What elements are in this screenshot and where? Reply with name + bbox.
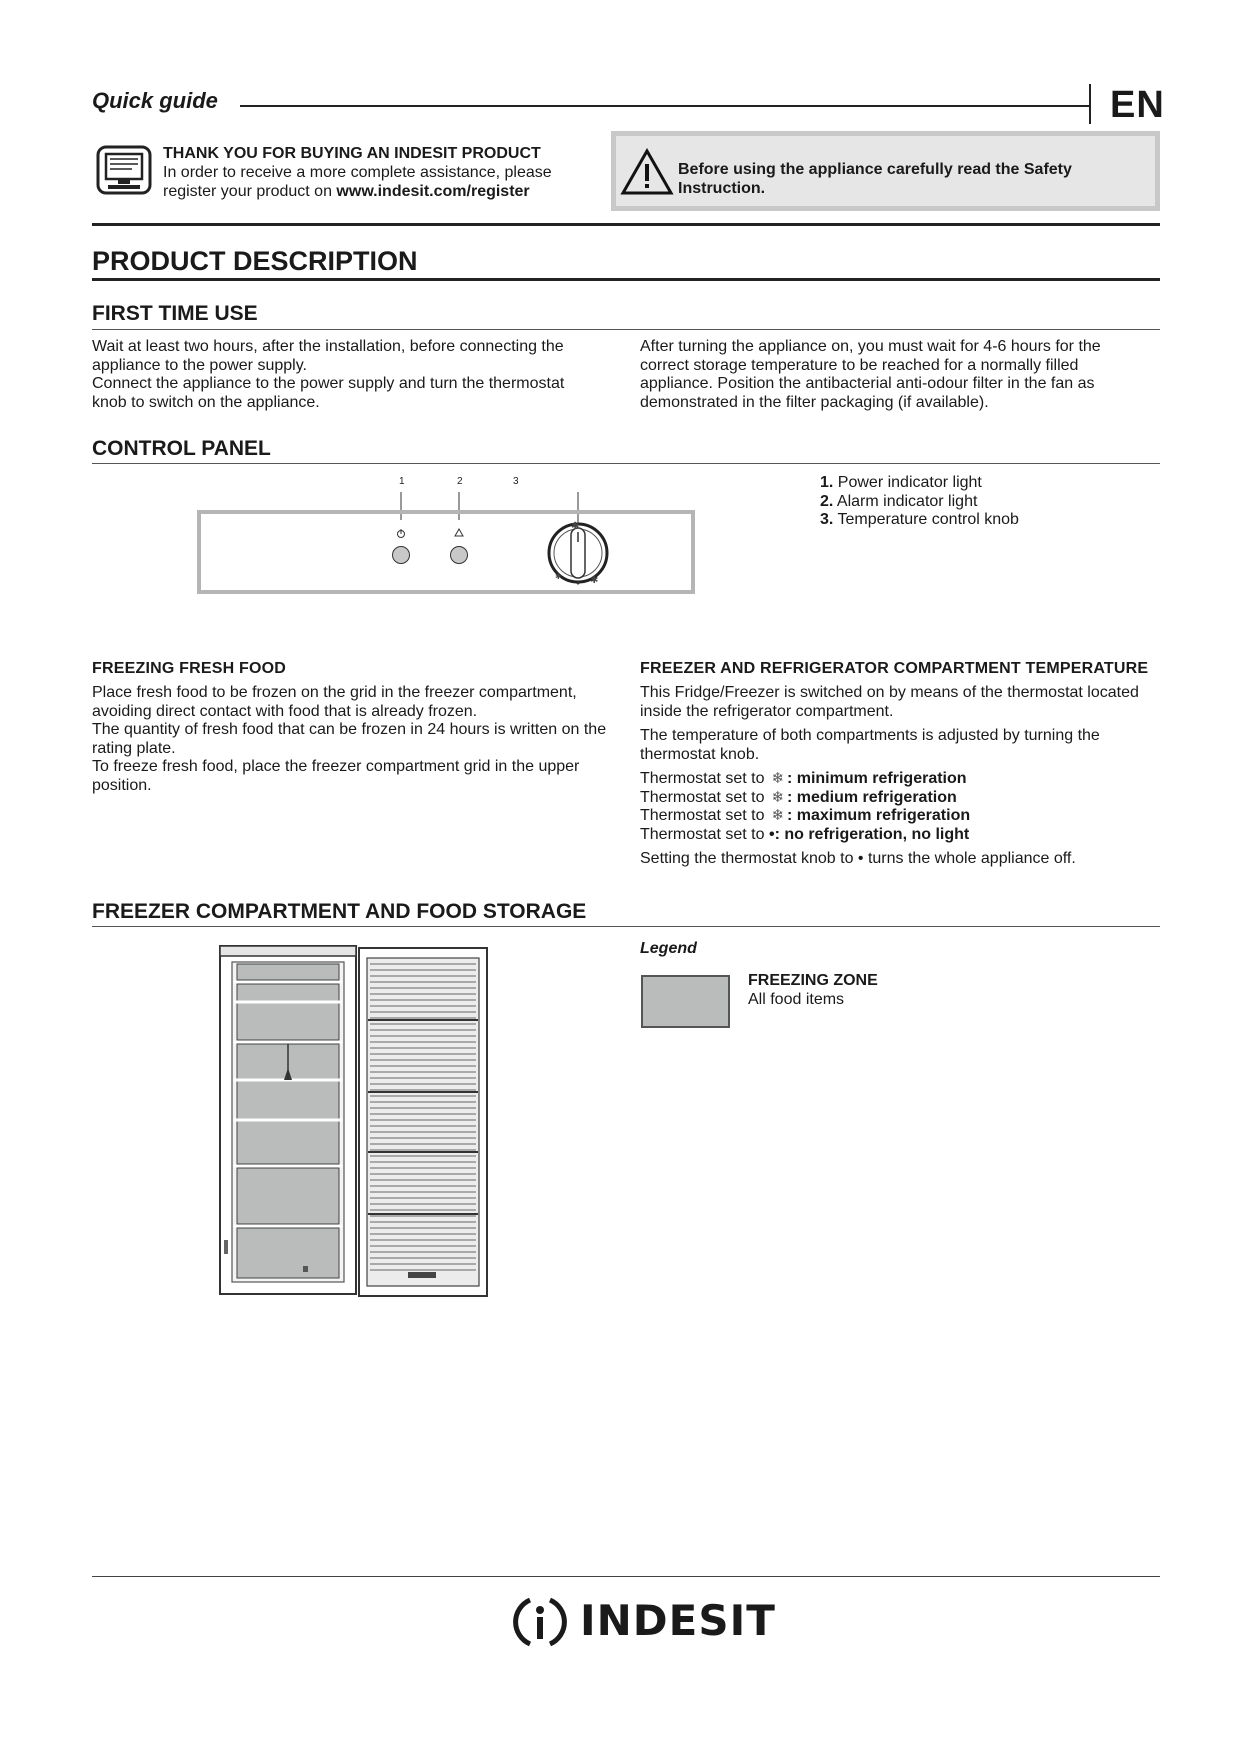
setting-max-value: : maximum refrigeration xyxy=(786,807,971,824)
thermostat-setting-min xyxy=(640,770,1160,789)
freezing-p1: Place fresh food to be frozen on the grid in the freezer compartment, avoiding direct contact with food that is already frozen. xyxy=(92,684,577,720)
max-snowflake-icon: ❄ xyxy=(771,807,785,824)
legend-item-2 xyxy=(820,493,1019,512)
legend-num-2: 2. xyxy=(820,492,834,510)
legend-num-3: 3. xyxy=(820,511,834,528)
thermostat-setting-off xyxy=(640,826,1160,845)
warning-icon xyxy=(620,148,674,196)
freezing-fresh-food-text xyxy=(92,684,612,795)
first-time-use-right-p1: After turning the appliance on, you must wait for 4-6 hours for the correct storage temperature to be reached for a normally filled appliance. Position the antibacterial anti-odour filter in the fan as demonstrated in the filter packaging (if available). xyxy=(640,338,1101,411)
setting-min-prefix: Thermostat set to xyxy=(640,770,765,787)
first-time-use-left-p2: Connect the appliance to the power supply and turn the thermostat knob to switch on the appliance. xyxy=(92,375,565,411)
freezer-cabinet xyxy=(220,946,356,1294)
indesit-logo-mark xyxy=(510,1592,570,1652)
product-description-rule xyxy=(92,278,1160,281)
control-panel-frame xyxy=(199,512,693,592)
first-time-use-rule xyxy=(92,329,1160,330)
indesit-logo xyxy=(510,1592,776,1652)
min-snowflake-icon: ✱ xyxy=(555,572,562,581)
thermostat-setting-med xyxy=(640,789,1160,808)
freezing-zone-name: FREEZING ZONE xyxy=(748,972,878,989)
freezing-zone-legend xyxy=(748,972,878,1009)
control-panel-diagram xyxy=(195,470,695,600)
alarm-indicator-light xyxy=(451,547,468,564)
freezing-zone-desc: All food items xyxy=(748,990,845,1008)
legend-item-3 xyxy=(820,511,1019,530)
min-snowflake-icon: ❄ xyxy=(771,770,785,787)
first-time-use-right xyxy=(640,338,1145,412)
freezer-door xyxy=(359,948,487,1296)
legend-title: Legend xyxy=(640,940,697,957)
first-time-use-left xyxy=(92,338,602,412)
food-storage-rule xyxy=(92,926,1160,927)
first-time-use-title: FIRST TIME USE xyxy=(92,302,258,325)
legend-item-1 xyxy=(820,474,1019,493)
setting-med-value: : medium refrigeration xyxy=(786,788,957,806)
safety-text: Before using the appliance carefully read the Safety Instruction. xyxy=(678,161,1072,197)
food-storage-title: FREEZER COMPARTMENT AND FOOD STORAGE xyxy=(92,900,587,923)
max-snowflake-icon: ✱ xyxy=(571,521,580,532)
register-url[interactable]: www.indesit.com/register xyxy=(336,183,530,200)
callout-1: 1 xyxy=(399,476,405,487)
product-description-title: PRODUCT DESCRIPTION xyxy=(92,246,418,276)
off-dot-icon xyxy=(577,582,580,585)
freezing-zone-swatch xyxy=(641,975,730,1028)
thermostat-setting-max xyxy=(640,807,1160,826)
callout-3: 3 xyxy=(513,476,519,487)
quick-guide-title: Quick guide xyxy=(92,88,218,113)
legend-text-2: Alarm indicator light xyxy=(836,492,978,510)
med-snowflake-icon: ✱ xyxy=(590,575,599,586)
freezing-p2: The quantity of fresh food that can be frozen in 24 hours is written on the rating plate. xyxy=(92,721,607,757)
footer-rule xyxy=(92,1576,1160,1577)
temperature-p3: Setting the thermostat knob to • turns the whole appliance off. xyxy=(640,850,1076,867)
monitor-icon xyxy=(96,145,152,197)
indesit-wordmark: INDESIT xyxy=(580,1596,776,1645)
setting-med-prefix: Thermostat set to xyxy=(640,788,765,806)
legend-num-1: 1. xyxy=(820,474,834,491)
temperature-p2: The temperature of both compartments is adjusted by turning the thermostat knob. xyxy=(640,727,1100,763)
thanks-line-1: In order to receive a more complete assistance, please xyxy=(163,164,552,181)
control-panel-legend xyxy=(820,474,1019,530)
setting-max-prefix: Thermostat set to xyxy=(640,807,765,824)
power-icon xyxy=(398,529,405,538)
off-dot-icon: • xyxy=(768,825,775,843)
setting-min-value: : minimum refrigeration xyxy=(786,770,967,787)
setting-off-value: : no refrigeration, no light xyxy=(774,825,970,843)
first-time-use-left-p1: Wait at least two hours, after the installation, before connecting the appliance to the power supply. xyxy=(92,338,564,374)
header-divider xyxy=(1089,84,1091,124)
thanks-heading: THANK YOU FOR BUYING AN INDESIT PRODUCT xyxy=(163,145,541,162)
freezing-p3: To freeze fresh food, place the freezer compartment grid in the upper position. xyxy=(92,758,580,794)
freezing-fresh-food-title: FREEZING FRESH FOOD xyxy=(92,660,287,677)
temperature-p1: This Fridge/Freezer is switched on by means of the thermostat located inside the refrigerator compartment. xyxy=(640,684,1139,720)
thermostat-settings xyxy=(640,770,1160,844)
control-panel-rule xyxy=(92,463,1160,464)
legend-text-1: Power indicator light xyxy=(837,474,982,491)
callout-2: 2 xyxy=(457,476,463,487)
compartment-temperature-text xyxy=(640,684,1160,869)
thanks-line-2-prefix: register your product on xyxy=(163,183,337,200)
compartment-temperature-title: FREEZER AND REFRIGERATOR COMPARTMENT TEMPERATURE xyxy=(640,660,1149,677)
med-snowflake-icon: ❄ xyxy=(771,788,785,806)
thanks-line-2 xyxy=(163,182,583,201)
setting-off-prefix: Thermostat set to xyxy=(640,825,765,843)
register-notice xyxy=(163,144,583,201)
freezer-diagram xyxy=(218,940,493,1305)
alarm-icon xyxy=(455,529,463,536)
power-indicator-light xyxy=(393,547,410,564)
header-rule xyxy=(240,105,1090,107)
control-panel-title: CONTROL PANEL xyxy=(92,437,271,460)
legend-text-3: Temperature control knob xyxy=(837,511,1019,528)
section-rule xyxy=(92,223,1160,226)
language-code: EN xyxy=(1110,84,1165,126)
